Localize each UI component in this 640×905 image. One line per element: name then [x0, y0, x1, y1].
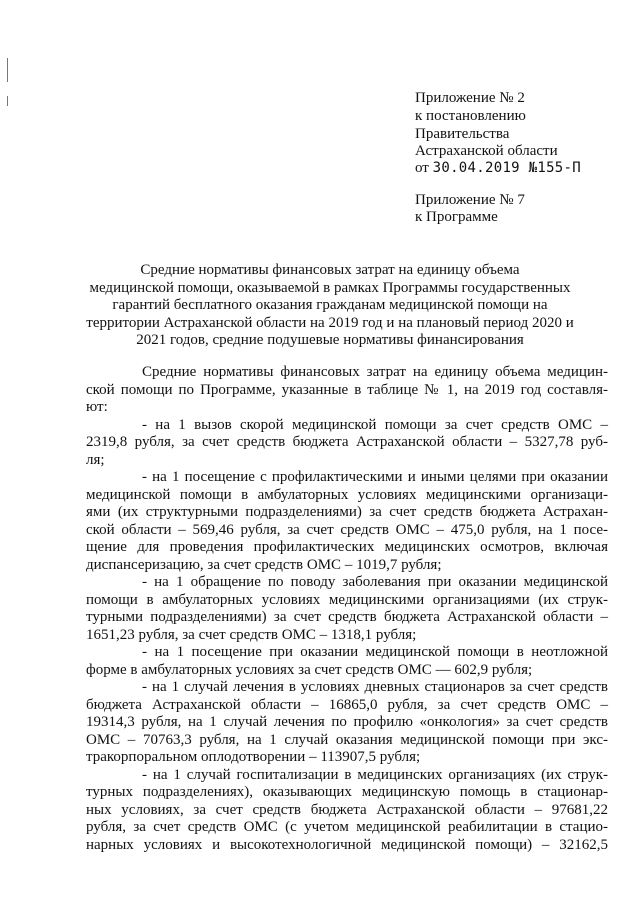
body-line: тракорпоральном оплодотворении – 113907,5 рубля; — [86, 749, 421, 765]
body-line: ных условиях, за счет средств бюджета Астраханской области – 97681,22 — [86, 802, 608, 818]
body-line: ями (их структурными подразделениями) за счет средств бюджета Астрахан- — [86, 504, 608, 520]
appendix-decree-ref: к постановлению — [415, 108, 526, 124]
body-line: форме в амбулаторных условиях за счет средств ОМС — 602,9 рубля; — [86, 662, 533, 678]
title-line: Средние нормативы финансовых затрат на единицу объема — [140, 262, 520, 278]
body-line: ют: — [86, 399, 108, 415]
title-line: гарантий бесплатного оказания гражданам медицинской помощи на — [112, 297, 548, 313]
body-line: рубля, за счет средств ОМС (с учетом медицинской реабилитации в стацио- — [86, 819, 608, 835]
body-line: диспансеризацию, за счет средств ОМС – 1019,7 рубля; — [86, 557, 442, 573]
body-line: 19314,3 рубля, на 1 случай лечения по профилю «онкология» за счет средств — [86, 714, 608, 730]
program-ref: к Программе — [415, 209, 498, 225]
scan-margin-mark — [7, 58, 8, 82]
body-line: помощи в амбулаторных условиях медицинскими организациями (их струк- — [86, 592, 608, 608]
body-line: Средние нормативы финансовых затрат на единицу объема медицин- — [142, 364, 608, 380]
appendix-number: Приложение № 2 — [415, 90, 525, 106]
body-line: - на 1 случай лечения в условиях дневных стационаров за счет средств — [142, 679, 608, 695]
title-line: 2021 годов, средние подушевые нормативы финансирования — [136, 332, 524, 348]
body-line: нарных условиях и высокотехнологичной медицинской помощи) – 32162,5 — [86, 837, 608, 853]
body-line: турных подразделениях), оказывающих медицинскую помощь в стационар- — [86, 784, 608, 800]
body-line: - на 1 вызов скорой медицинской помощи за счет средств ОМС – — [142, 417, 608, 433]
appendix-government: Правительства — [415, 126, 510, 142]
body-line: бюджета Астраханской области – 16865,0 рубля, за счет средств ОМС – — [86, 697, 608, 713]
body-line: ской области – 569,46 рубля, за счет средств ОМС – 475,0 рубля, на 1 посе- — [86, 522, 608, 538]
body-line: - на 1 посещение с профилактическими и иными целями при оказании — [142, 469, 608, 485]
body-line: ля; — [86, 452, 105, 468]
date-stamp: 30.04.2019 №155-П — [432, 160, 581, 176]
body-line: щение для проведения профилактических медицинских осмотров, включая — [86, 539, 608, 555]
body-line: ской помощи по Программе, указанные в таблице № 1, на 2019 год составля- — [86, 382, 608, 398]
body-line: - на 1 посещение при оказании медицинской помощи в неотложной — [142, 644, 608, 660]
title-line: территории Астраханской области на 2019 год и на плановый период 2020 и — [86, 315, 574, 331]
body-line: ОМС – 70763,3 рубля, на 1 случай оказания медицинской помощи при экс- — [86, 732, 608, 748]
appendix-region: Астраханской области — [415, 143, 558, 159]
body-line: - на 1 обращение по поводу заболевания при оказании медицинской — [142, 574, 608, 590]
date-prefix: от — [415, 160, 429, 176]
appendix-date-line — [415, 160, 581, 177]
body-line: - на 1 случай госпитализации в медицинских организациях (их струк- — [142, 767, 608, 783]
body-line: 1651,23 рубля, за счет средств ОМС – 1318,1 рубля; — [86, 627, 417, 643]
body-line: медицинской помощи в амбулаторных условиях медицинскими организаци- — [86, 487, 608, 503]
title-line: медицинской помощи, оказываемой в рамках Программы государственных — [89, 280, 571, 296]
scan-margin-mark — [7, 96, 8, 106]
body-line: турными подразделениями) за счет средств бюджета Астраханской области – — [86, 609, 608, 625]
program-appendix-number: Приложение № 7 — [415, 192, 525, 208]
body-line: 2319,8 рубля, за счет средств бюджета Астраханской области – 5327,78 руб- — [86, 434, 608, 450]
